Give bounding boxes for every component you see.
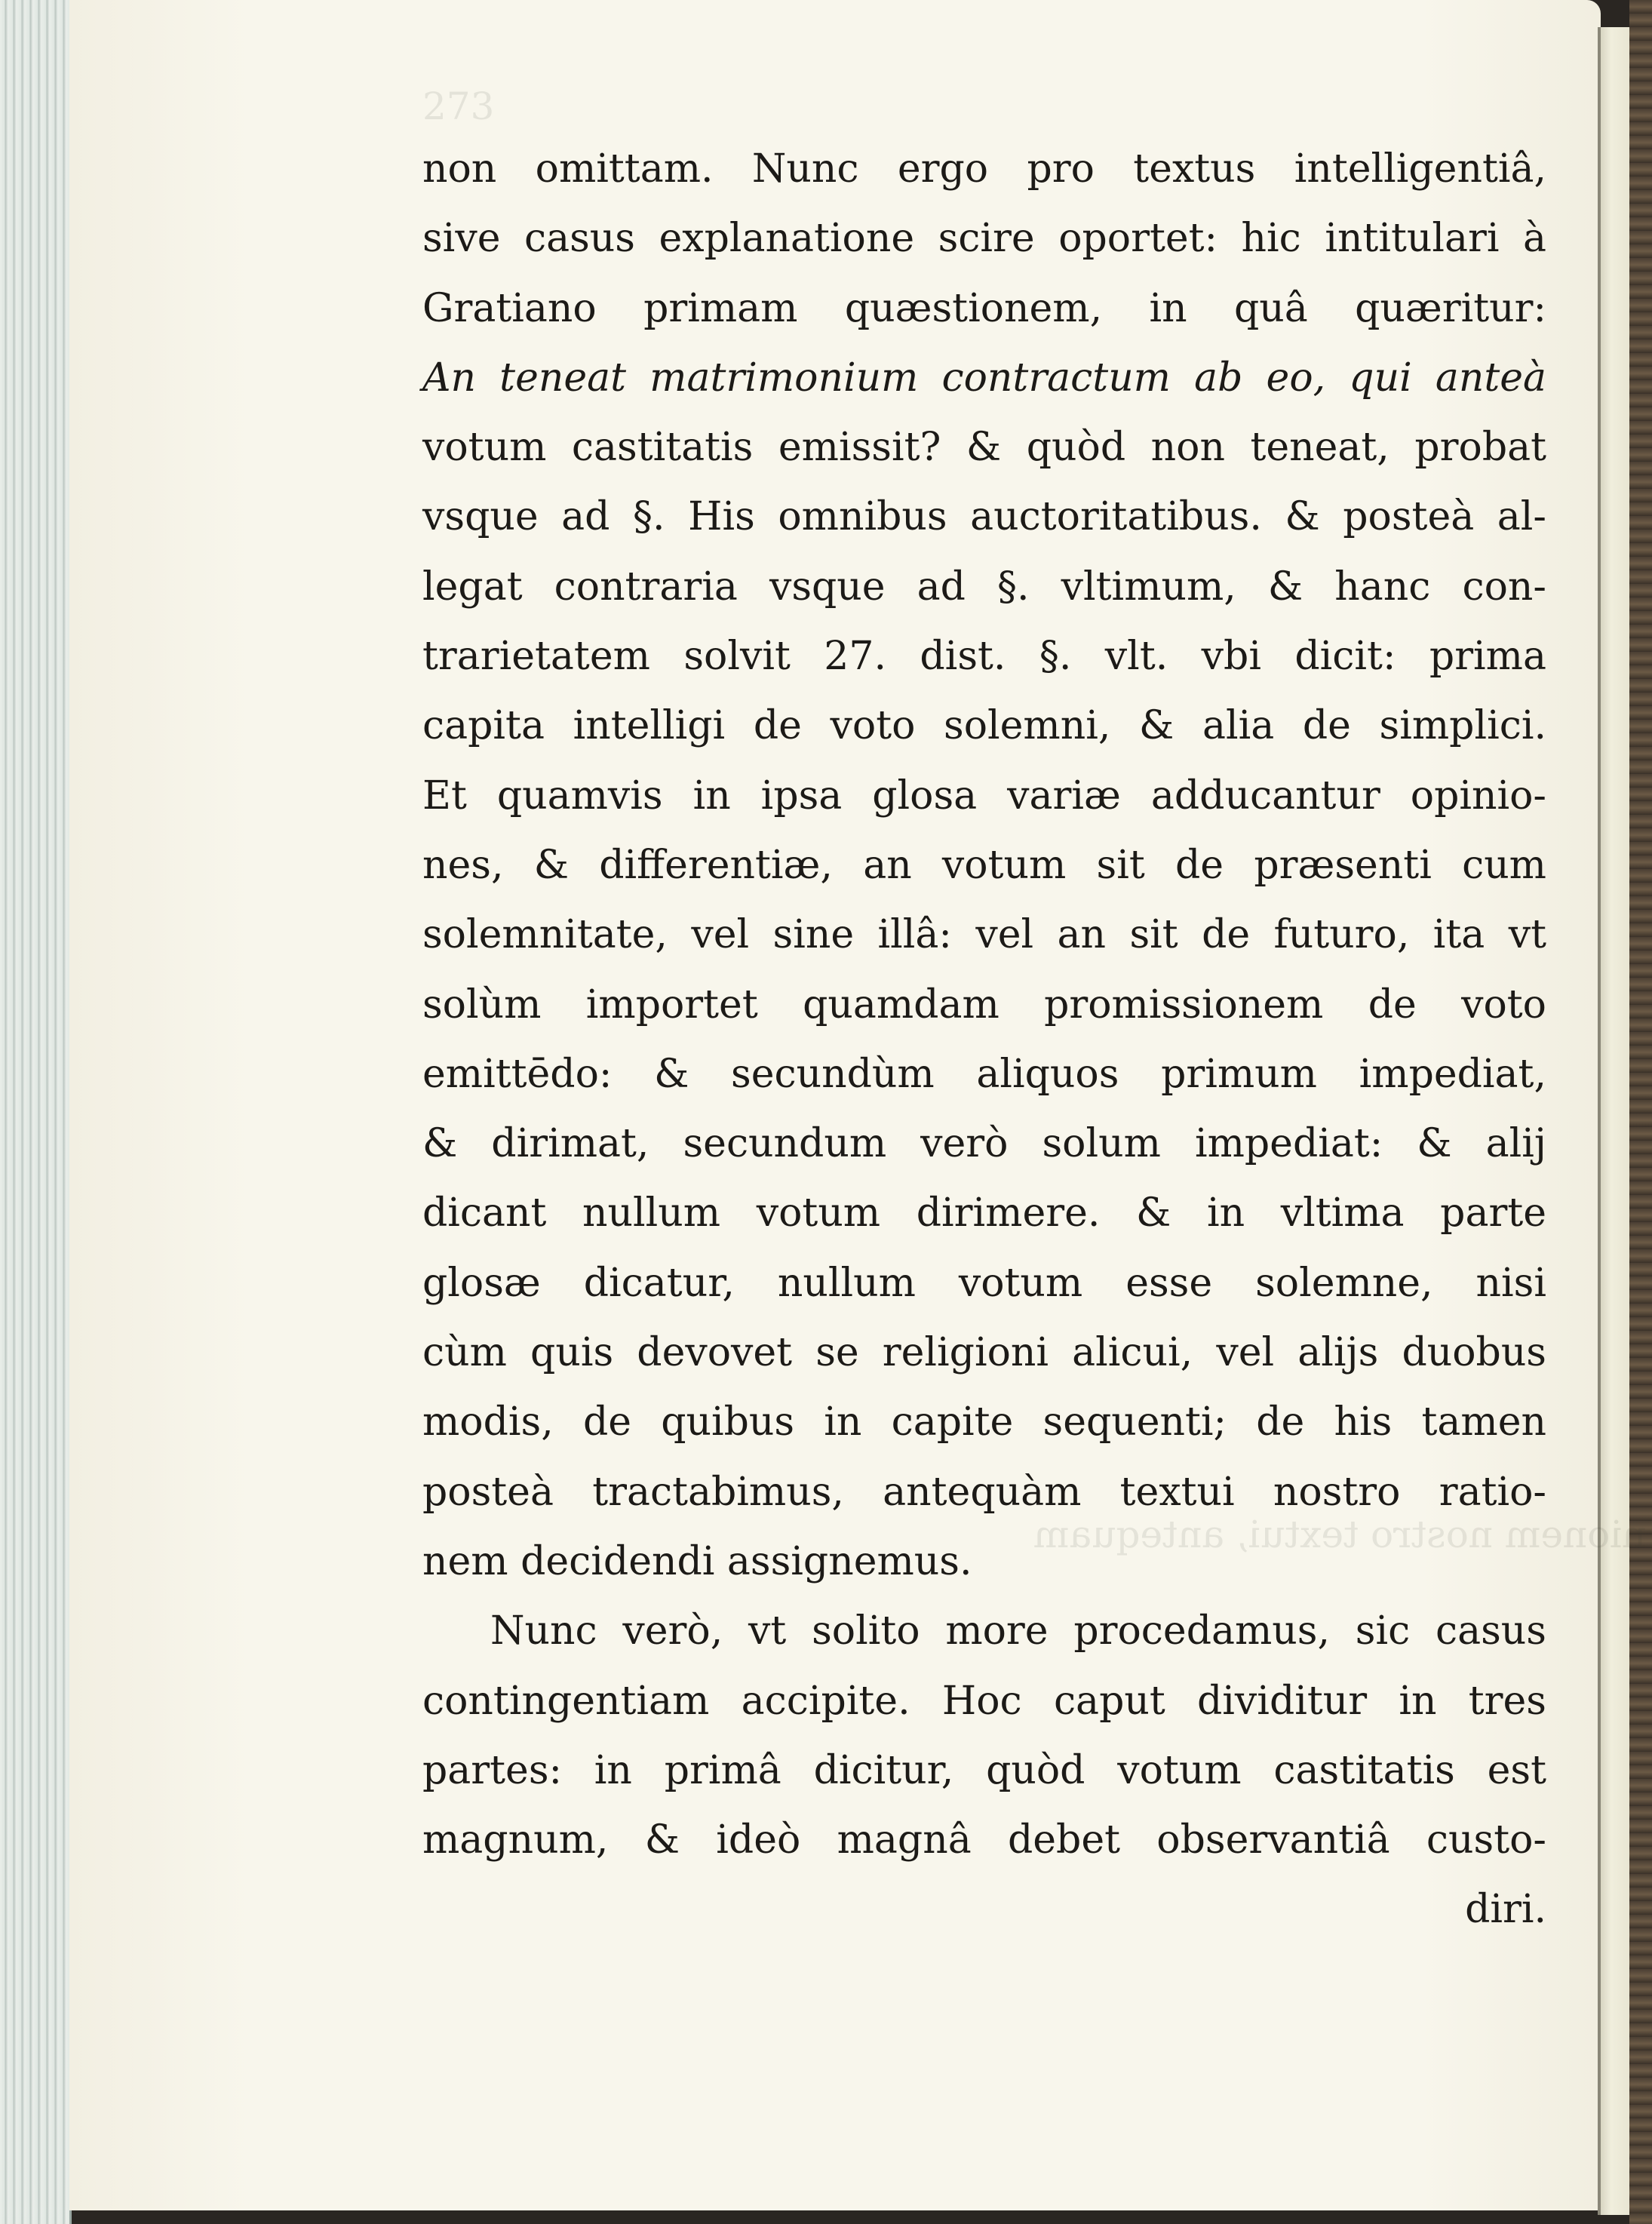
text-line: & dirimat, secundum verò solum impediat: & alij — [422, 1121, 1546, 1167]
text-line: glosæ dicatur, nullum votum esse solemne, nisi — [422, 1260, 1546, 1306]
text-line: sive casus explanatione scire oportet: hic intitulari à — [422, 216, 1546, 262]
text-line: trarietatem solvit 27. dist. §. vlt. vbi dicit: prima — [422, 634, 1546, 680]
book-binding — [1629, 0, 1652, 2224]
text-line: solemnitate, vel sine illâ: vel an sit de futuro, ita vt — [422, 912, 1546, 958]
text-line: Gratiano primam quæstionem, in quâ quæritur: — [422, 285, 1546, 331]
left-page-edges — [0, 0, 72, 2224]
bleed-through-page-number: 273 — [422, 84, 495, 128]
text-line: Et quamvis in ipsa glosa variæ adducantur opinio- — [422, 773, 1546, 819]
page-text — [422, 134, 1546, 1945]
text-line: modis, de quibus in capite sequenti; de his tamen — [422, 1399, 1546, 1445]
text-line: votum castitatis emissit? & quòd non teneat, probat — [422, 425, 1546, 471]
text-line: cùm quis devovet se religioni alicui, vel alijs duobus — [422, 1330, 1546, 1376]
text-line-paragraph-start: Nunc verò, vt solito more procedamus, sic casus — [490, 1608, 1546, 1654]
text-line: emittēdo: & secundùm aliquos primum impediat, — [422, 1051, 1546, 1097]
text-line: solùm importet quamdam promissionem de voto — [422, 981, 1546, 1028]
text-line: nes, & differentiæ, an votum sit de præsenti cum — [422, 842, 1546, 888]
text-line: magnum, & ideò magnâ debet observantiâ custo- — [422, 1817, 1546, 1863]
text-line: partes: in primâ dicitur, quòd votum castitatis est — [422, 1747, 1546, 1793]
bleed-through-text: nionem nostro textui, antequam — [1033, 1513, 1647, 1556]
text-line-catch: diri. — [1465, 1887, 1546, 1933]
text-line-italic: An teneat matrimonium contractum ab eo, qui anteà — [422, 355, 1546, 401]
text-line: legat contraria vsque ad §. vltimum, & hanc con- — [422, 564, 1546, 610]
text-line: contingentiam accipite. Hoc caput dividitur in tres — [422, 1678, 1546, 1724]
text-line: dicant nullum votum dirimere. & in vltima parte — [422, 1190, 1546, 1236]
text-line: vsque ad §. His omnibus auctoritatibus. & posteà al- — [422, 494, 1546, 540]
text-line: capita intelligi de voto solemni, & alia de simplici. — [422, 703, 1546, 749]
text-line: posteà tractabimus, antequàm textui nostro ratio- — [422, 1469, 1546, 1515]
text-line: nem decidendi assignemus. — [422, 1538, 972, 1584]
text-line: non omittam. Nunc ergo pro textus intelligentiâ, — [422, 146, 1546, 192]
